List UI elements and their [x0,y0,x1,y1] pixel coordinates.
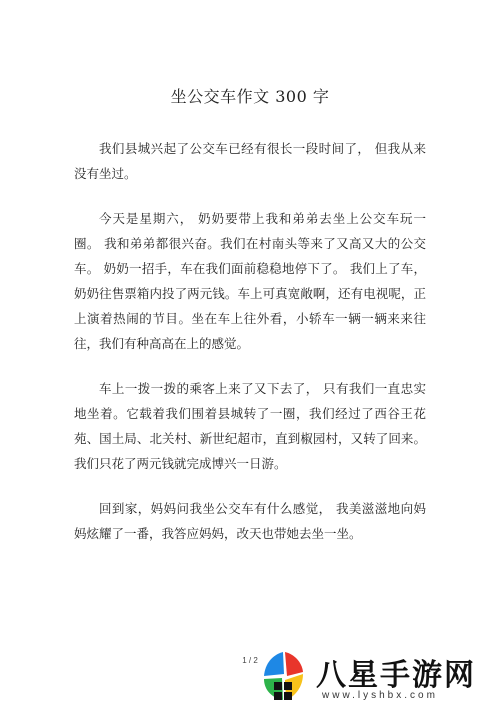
site-name: 八星手游网 [316,658,476,693]
paragraph-2: 今天是星期六， 奶奶要带上我和弟弟去坐上公交车玩一圈。 我和弟弟都很兴奋。我们在村南头等来了又高又大的公交车。 奶奶一招手，车在我们面前稳稳地停下了。 我们上了车， 奶奶往售票箱内投了两元钱。车上可真宽敞啊，还有电视呢，正上演着热闹的节目。坐在车上往外看，小轿车一辆一辆来来往往，我们有种高高在上的感觉。 [74,211,426,351]
logo-window-pane [284,682,292,690]
paragraph-4: 回到家，妈妈问我坐公交车有什么感觉， 我美滋滋地向妈妈炫耀了一番，我答应妈妈，改天也带她去坐一坐。 [74,501,426,541]
paragraph-1: 我们县城兴起了公交车已经有很长一段时间了， 但我从来没有坐过。 [74,141,426,181]
document-body [74,136,426,566]
page-title: 坐公交车作文 300 字 [170,87,330,106]
site-url: www.lyshbx.com [322,690,438,701]
logo-window-pane [284,692,292,700]
site-watermark[interactable] [256,648,500,706]
paragraph-3: 车上一拨一拨的乘客上来了又下去了， 只有我们一直忠实地坐着。它载着我们围着县城转了一圈，我们经过了西谷王花苑、国土局、北关村、新世纪超市，直到椒园村，又转了回来。我们只花了两元钱就完成博兴一日游。 [74,381,426,471]
page-number: 1 / 2 [242,656,258,665]
logo-petal-red [285,652,303,676]
site-logo-icon [256,648,314,706]
logo-window-pane [274,692,282,700]
logo-petal-blue [264,652,284,676]
logo-window-pane [274,682,282,690]
